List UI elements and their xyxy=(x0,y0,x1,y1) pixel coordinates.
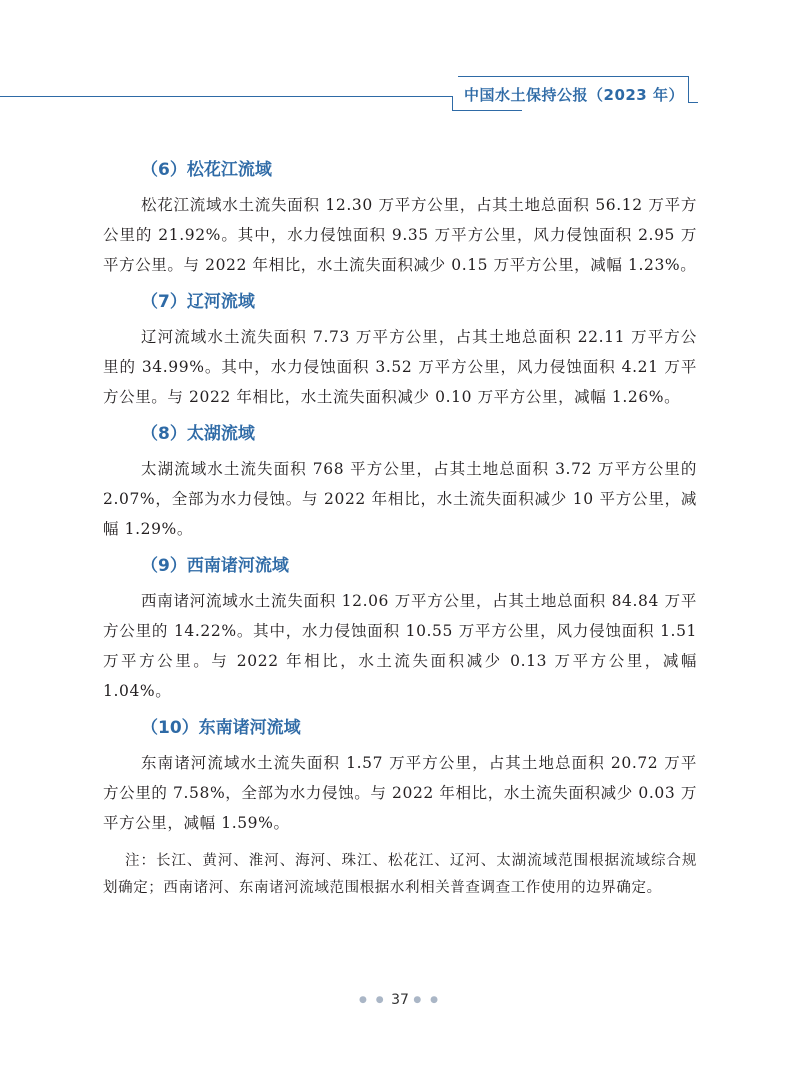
decorative-dots-right: ● ● xyxy=(413,995,441,1005)
page-body xyxy=(103,158,697,902)
header-rule-tick xyxy=(688,102,698,103)
section-heading: （6）松花江流域 xyxy=(141,160,272,180)
section-paragraph: 东南诸河流域水土流失面积 1.57 万平方公里，占其土地总面积 20.72 万平方公里的 7.58%，全部为水力侵蚀。与 2022 年相比，水土流失面积减少 0.03 万平方公里，减幅 1.59%。 xyxy=(103,754,697,832)
section-paragraph: 太湖流域水土流失面积 768 平方公里，占其土地总面积 3.72 万平方公里的 2.07%，全部为水力侵蚀。与 2022 年相比，水土流失面积减少 10 平方公里，减幅 1.29%。 xyxy=(103,460,697,538)
page-footer xyxy=(0,992,800,1014)
header-rule-vertical-left xyxy=(452,96,453,110)
section-heading: （10）东南诸河流域 xyxy=(141,718,301,738)
header-rule-bottom xyxy=(452,110,522,111)
header-rule-top xyxy=(458,76,688,77)
section-paragraph: 辽河流域水土流失面积 7.73 万平方公里，占其土地总面积 22.11 万平方公里的 34.99%。其中，水力侵蚀面积 3.52 万平方公里，风力侵蚀面积 4.21 万平方公里。与 2022 年相比，水土流失面积减少 0.10 万平方公里，减幅 1.26%。 xyxy=(103,328,697,406)
header-rule-vertical-right xyxy=(688,76,689,102)
section-paragraph: 松花江流域水土流失面积 12.30 万平方公里，占其土地总面积 56.12 万平方公里的 21.92%。其中，水力侵蚀面积 9.35 万平方公里，风力侵蚀面积 2.95 万平方公里。与 2022 年相比，水土流失面积减少 0.15 万平方公里，减幅 1.23%。 xyxy=(103,196,697,274)
section-heading: （7）辽河流域 xyxy=(141,292,255,312)
section-paragraph: 西南诸河流域水土流失面积 12.06 万平方公里，占其土地总面积 84.84 万平方公里的 14.22%。其中，水力侵蚀面积 10.55 万平方公里，风力侵蚀面积 1.51 万平方公里。与 2022 年相比，水土流失面积减少 0.13 万平方公里，减幅 1.04%。 xyxy=(103,592,697,700)
running-header-title: 中国水土保持公报（2023 年） xyxy=(464,86,684,104)
decorative-dots-left: ● ● xyxy=(359,995,387,1005)
footnote: 注：长江、黄河、淮河、海河、珠江、松花江、辽河、太湖流域范围根据流域综合规划确定；西南诸河、东南诸河流域范围根据水利相关普查调查工作使用的边界确定。 xyxy=(103,853,697,896)
header-rule-left xyxy=(0,96,452,97)
page-number: 37 xyxy=(391,992,409,1008)
section-heading: （8）太湖流域 xyxy=(141,424,255,444)
section-heading: （9）西南诸河流域 xyxy=(141,556,289,576)
